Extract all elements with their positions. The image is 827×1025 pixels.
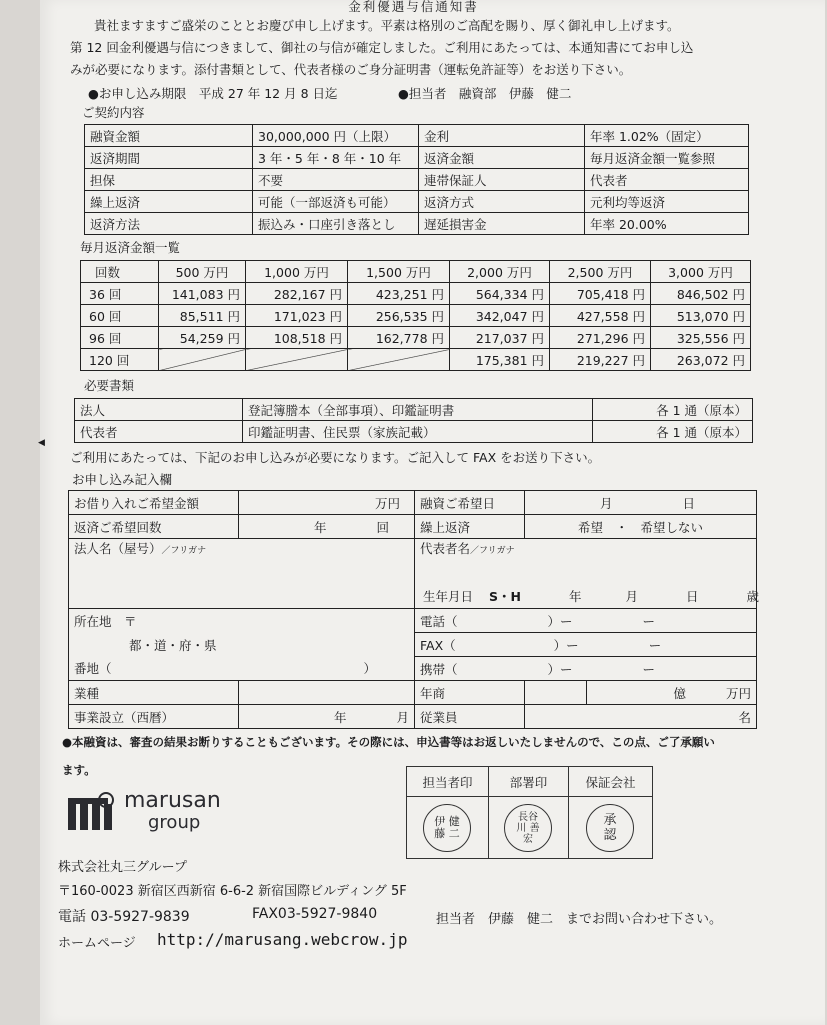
phone-field[interactable]: [415, 609, 757, 633]
monthly-amount-cell: 256,535 円: [348, 305, 450, 327]
application-form: [68, 490, 757, 729]
monthly-amount-cell: 162,778 円: [348, 327, 450, 349]
monthly-header-cell: 回数: [81, 261, 159, 283]
contract-label: 返済金額: [419, 147, 585, 169]
intro-line-1: 貴社ますますご盛栄のこととお慶び申し上げます。平素は格別のご高配を賜り、厚く御礼申し上げます。: [94, 18, 680, 33]
contract-value: 年率 1.02%（固定）: [585, 125, 749, 147]
monthly-header-cell: 500 万円: [159, 261, 246, 283]
monthly-header-cell: 1,500 万円: [348, 261, 450, 283]
intro-line-3: みが必要になります。添付書類として、代表者様のご身分証明書（運転免許証等）をお送り下さい。: [70, 62, 632, 77]
monthly-amount-cell: 513,070 円: [651, 305, 751, 327]
year-unit: 年: [314, 519, 327, 535]
monthly-header-cell: 2,500 万円: [550, 261, 651, 283]
day-unit: 日: [682, 495, 696, 511]
monthly-header-cell: 1,000 万円: [246, 261, 348, 283]
oku-unit: 億: [673, 685, 686, 701]
corp-name-label: 法人名（屋号）: [74, 541, 162, 556]
monthly-amount-cell: 325,556 円: [651, 327, 751, 349]
seal-staff: 伊 健 藤 二: [423, 804, 471, 852]
industry-field[interactable]: [239, 681, 415, 705]
monthly-term-cell: 36 回: [81, 283, 159, 305]
docs-copies: 各 1 通（原本）: [593, 399, 753, 421]
contract-value: 年率 20.00%: [585, 213, 749, 235]
monthly-amount-cell: 54,259 円: [159, 327, 246, 349]
rep-furigana: ／フリガナ: [470, 546, 515, 556]
founded-label: 事業設立（西暦）: [69, 705, 239, 729]
docs-row: [75, 421, 753, 443]
contract-value: 毎月返済金額一覧参照: [585, 147, 749, 169]
loan-amount-field[interactable]: [239, 491, 415, 515]
contract-label: 金利: [419, 125, 585, 147]
revenue-spacer: [525, 681, 587, 705]
age-unit: 歳: [746, 589, 759, 604]
seal-dept: 長谷 川 善 宏: [504, 804, 552, 852]
company-fax: FAX03-5927-9840: [252, 906, 378, 922]
contract-row: [85, 169, 749, 191]
birth-year: 年: [568, 589, 582, 604]
contract-label: 返済方式: [419, 191, 585, 213]
docs-row: [75, 399, 753, 421]
stamp-header-staff: 担当者印: [407, 767, 489, 797]
stamp-cell-staff: [407, 797, 489, 859]
contract-label: 繰上返済: [85, 191, 253, 213]
man-yen-unit: 万円: [374, 495, 400, 511]
company-address: 〒160-0023 新宿区西新宿 6-6-2 新宿国際ビルディング 5F: [58, 884, 407, 899]
address-label-cell[interactable]: [69, 609, 415, 633]
contract-label: 返済期間: [85, 147, 253, 169]
monthly-amount-cell: 271,296 円: [550, 327, 651, 349]
birth-day: 日: [685, 589, 699, 604]
monthly-header-row: [81, 261, 751, 283]
monthly-amount-cell: 427,558 円: [550, 305, 651, 327]
monthly-amount-cell: 141,083 円: [159, 283, 246, 305]
monthly-term-cell: 120 回: [81, 349, 159, 371]
contract-value: 3 年・5 年・8 年・10 年: [253, 147, 419, 169]
repay-count-label: 返済ご希望回数: [69, 515, 239, 539]
block-label: 番地（: [74, 661, 112, 677]
monthly-amount-cell: 705,418 円: [550, 283, 651, 305]
revenue-label: 年商: [415, 681, 525, 705]
company-name: 株式会社丸三グループ: [58, 860, 187, 875]
contract-row: [85, 191, 749, 213]
block-close: ）: [363, 661, 377, 677]
stamp-table: [406, 766, 653, 859]
marusan-logo-icon: [66, 790, 120, 832]
monthly-row: [81, 349, 751, 371]
docs-table: [74, 398, 753, 443]
contract-label: 返済方法: [85, 213, 253, 235]
monthly-amount-cell: 175,381 円: [450, 349, 550, 371]
docs-items: 印鑑証明書、住民票（家族記載）: [243, 421, 593, 443]
monthly-term-cell: 96 回: [81, 327, 159, 349]
loan-amount-label: お借り入れご希望金額: [69, 491, 239, 515]
stamp-cell-guarantor: [569, 797, 653, 859]
docs-party: 法人: [75, 399, 243, 421]
monthly-amount-cell: 219,227 円: [550, 349, 651, 371]
notice-text: ご利用にあたっては、下記のお申し込みが必要になります。ご記入して FAX をお送り下さい。: [70, 450, 601, 465]
monthly-row: [81, 327, 751, 349]
industry-label: 業種: [69, 681, 239, 705]
contract-value: 不要: [253, 169, 419, 191]
contact-person-text: ●担当者 融資部 伊藤 健二: [398, 86, 572, 101]
fax-label: FAX（: [420, 637, 456, 653]
contract-label: 連帯保証人: [419, 169, 585, 191]
disclaimer-line-2: ます。: [62, 763, 96, 777]
contract-table: [84, 124, 749, 235]
monthly-heading: 毎月返済金額一覧: [80, 240, 181, 255]
birth-month: 月: [625, 589, 638, 604]
phone-sep: ）ー: [547, 613, 573, 629]
month-unit: 月: [600, 495, 613, 511]
monthly-amount-cell: [246, 349, 348, 371]
intro-paragraph: [70, 15, 770, 81]
birth-label: 生年月日: [423, 589, 474, 604]
monthly-table: [80, 260, 751, 371]
contract-row: [85, 147, 749, 169]
corp-name-field[interactable]: [69, 539, 415, 609]
monthly-term-cell: 60 回: [81, 305, 159, 327]
phone-label: 電話（: [420, 613, 458, 629]
era-options[interactable]: S・H: [489, 589, 521, 604]
employees-field[interactable]: [525, 705, 757, 729]
mobile-dash: ー: [642, 661, 656, 677]
monthly-amount-cell: 108,518 円: [246, 327, 348, 349]
docs-heading: 必要書類: [84, 378, 135, 393]
monthly-amount-cell: 342,047 円: [450, 305, 550, 327]
homepage-link[interactable]: http://marusang.webcrow.jp: [157, 930, 408, 949]
loan-date-field[interactable]: [525, 491, 757, 515]
founded-month: 月: [396, 709, 409, 725]
deadline-text: ●お申し込み期限 平成 27 年 12 月 8 日迄: [88, 86, 338, 101]
contract-value: 元利均等返済: [585, 191, 749, 213]
repay-count-field[interactable]: [239, 515, 415, 539]
stamp-cell-dept: [489, 797, 569, 859]
fax-sep: ）ー: [553, 637, 579, 653]
monthly-header-cell: 3,000 万円: [651, 261, 751, 283]
prepay-options[interactable]: 希望 ・ 希望しない: [525, 515, 757, 539]
monthly-amount-cell: 423,251 円: [348, 283, 450, 305]
monthly-amount-cell: [348, 349, 450, 371]
disclaimer-line-1: ●本融資は、審査の結果お断りすることもございます。その際には、申込書等はお返しいたしませんので、この点、ご了承願い: [62, 735, 715, 749]
corp-furigana: ／フリガナ: [161, 546, 207, 556]
company-contact: 担当者 伊藤 健二 までお問い合わせ下さい。: [436, 912, 723, 927]
rep-name-label: 代表者名: [420, 541, 471, 556]
seal-guarantor: 承 認: [586, 804, 634, 852]
stamp-header-dept: 部署印: [489, 767, 569, 797]
stamp-header-guarantor: 保証会社: [569, 767, 653, 797]
monthly-row: [81, 305, 751, 327]
contract-label: 担保: [85, 169, 253, 191]
revenue-man-yen: 万円: [725, 685, 751, 701]
monthly-amount-cell: 263,072 円: [651, 349, 751, 371]
contract-value: 振込み・口座引き落とし: [253, 213, 419, 235]
contract-row: [85, 125, 749, 147]
revenue-field[interactable]: [587, 681, 757, 705]
address-label: 所在地 〒: [74, 613, 137, 629]
margin-arrow-icon: ◀: [38, 438, 45, 448]
logo-word-group: group: [148, 812, 201, 833]
form-heading: お申し込み記入欄: [72, 472, 173, 487]
founded-year: 年: [333, 709, 347, 725]
mobile-field[interactable]: [415, 657, 757, 681]
docs-party: 代表者: [75, 421, 243, 443]
contract-label: 融資金額: [85, 125, 253, 147]
contract-row: [85, 213, 749, 235]
fax-field[interactable]: [415, 633, 757, 657]
contract-label: 遅延損害金: [419, 213, 585, 235]
contract-value: 可能（一部返済も可能）: [253, 191, 419, 213]
contract-heading: ご契約内容: [82, 105, 145, 120]
employees-label: 従業員: [415, 705, 525, 729]
contract-value: 30,000,000 円（上限）: [253, 125, 419, 147]
monthly-amount-cell: 282,167 円: [246, 283, 348, 305]
monthly-amount-cell: 85,511 円: [159, 305, 246, 327]
phone-dash: ー: [642, 613, 656, 629]
birth-row: [423, 587, 759, 605]
docs-items: 登記簿謄本（全部事項）、印鑑証明書: [243, 399, 593, 421]
fax-dash: ー: [648, 637, 662, 653]
homepage-label: ホームページ: [58, 936, 136, 951]
prepay-label: 繰上返済: [415, 515, 525, 539]
company-tel: 電話 03-5927-9839: [58, 909, 190, 925]
persons-unit: 名: [738, 709, 751, 725]
block-field[interactable]: [69, 657, 415, 681]
monthly-amount-cell: [159, 349, 246, 371]
prefecture-cell[interactable]: [69, 633, 415, 657]
prefecture-label: 都・道・府・県: [129, 637, 217, 653]
document-title: 金利優遇与信通知書: [348, 0, 479, 14]
monthly-amount-cell: 846,502 円: [651, 283, 751, 305]
logo-word-marusan: marusan: [124, 788, 221, 813]
contract-value: 代表者: [585, 169, 749, 191]
founded-field[interactable]: [239, 705, 415, 729]
monthly-amount-cell: 564,334 円: [450, 283, 550, 305]
docs-copies: 各 1 通（原本）: [593, 421, 753, 443]
marusan-logo: [66, 788, 221, 836]
intro-line-2: 第 12 回金利優遇与信につきまして、御社の与信が確定しました。ご利用にあたっては、本通知書にてお申し込: [70, 40, 694, 55]
monthly-row: [81, 283, 751, 305]
mobile-sep: ）ー: [547, 661, 573, 677]
mobile-label: 携帯（: [420, 661, 458, 677]
monthly-header-cell: 2,000 万円: [450, 261, 550, 283]
monthly-amount-cell: 171,023 円: [246, 305, 348, 327]
loan-date-label: 融資ご希望日: [415, 491, 525, 515]
rep-name-field[interactable]: [415, 539, 757, 609]
times-unit: 回: [376, 519, 390, 535]
monthly-amount-cell: 217,037 円: [450, 327, 550, 349]
